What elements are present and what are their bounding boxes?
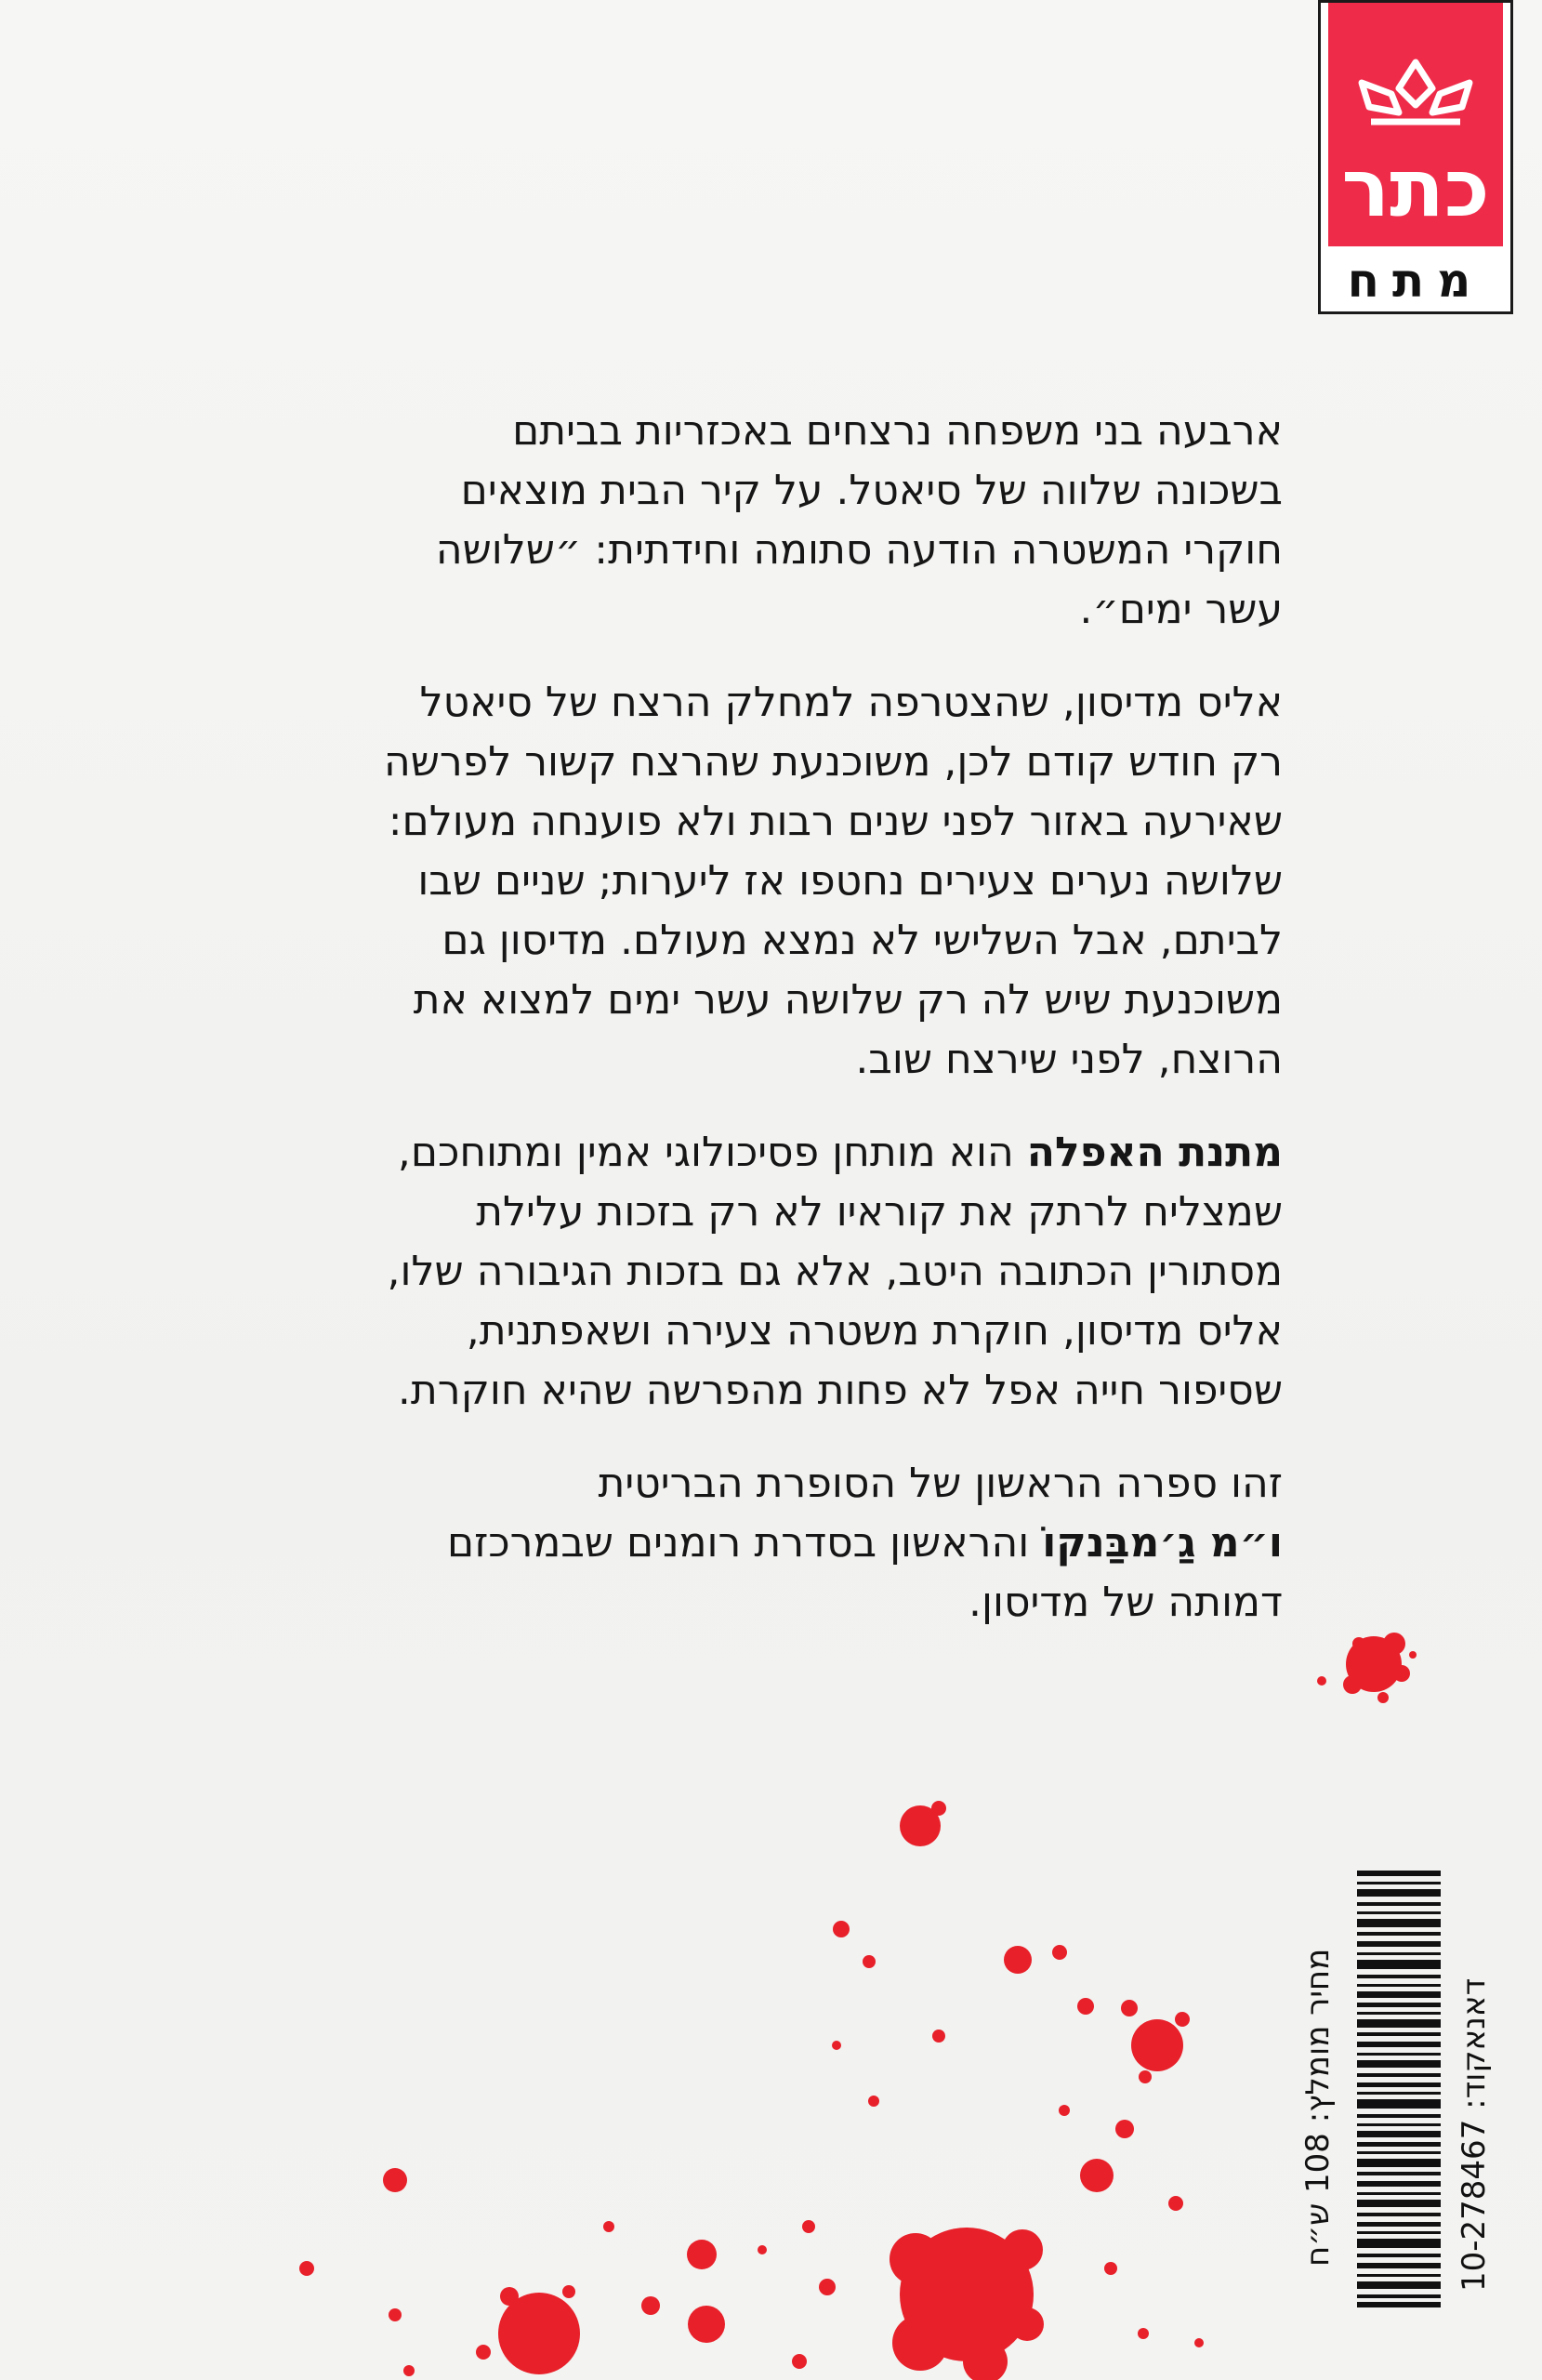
blurb-line: שלושה נערים צעירים נחטפו אז ליערות; שניים שבו xyxy=(417,857,1283,905)
barcode-area xyxy=(1292,1822,1510,2380)
blurb-line-rest: והראשון בסדרת רומנים שבמרכזם xyxy=(446,1519,1043,1567)
book-title: מתנת האפלה xyxy=(1026,1129,1283,1176)
blurb-line: דמותה של מדיסון. xyxy=(969,1579,1283,1626)
blurb-text xyxy=(270,402,1283,1666)
blurb-line: משוכנעת שיש לה רק שלושה עשר ימים למצוא את xyxy=(413,976,1283,1024)
blurb-line: שמצליח לרתק את קוראיו לא רק בזכות עלילת xyxy=(476,1188,1283,1236)
blurb-paragraph-4 xyxy=(270,1454,1283,1633)
blurb-paragraph-3 xyxy=(270,1123,1283,1421)
blurb-line: חוקרי המשטרה הודעה סתומה וחידתית: ״שלושה xyxy=(435,526,1283,574)
blurb-paragraph-2 xyxy=(270,673,1283,1090)
imprint-name: מתח xyxy=(1347,254,1484,308)
blurb-line: בשכונה שלווה של סיאטל. על קיר הבית מוצאים xyxy=(460,467,1283,514)
publisher-name: כתר xyxy=(1341,142,1490,235)
code-label: דאנאקוד: 10-278467 xyxy=(1456,1977,1493,2292)
blurb-line-rest: הוא מותחן פסיכולוגי אמין ומתוחכם, xyxy=(397,1129,1027,1176)
barcode-icon xyxy=(1357,1871,1441,2307)
blurb-paragraph-1 xyxy=(270,402,1283,640)
publisher-logo xyxy=(1318,0,1513,314)
blurb-line: ארבעה בני משפחה נרצחים באכזריות בביתם xyxy=(512,407,1283,455)
blurb-line: אליס מדיסון, חוקרת משטרה צעירה ושאפתנית, xyxy=(466,1307,1283,1355)
blurb-line: זהו ספרה הראשון של הסופרת הבריטית xyxy=(598,1460,1283,1507)
blurb-line: שאירעה באזור לפני שנים רבות ולא פוענחה מעולם: xyxy=(388,798,1283,845)
price-label: מחיר מומלץ: 108 ש״ח xyxy=(1299,1948,1337,2267)
blurb-line xyxy=(270,1514,1283,1573)
blurb-line: עשר ימים״. xyxy=(1079,586,1283,633)
author-name: ו״מ גַ׳מבַּנקוֹ xyxy=(1042,1519,1283,1567)
blurb-line: רק חודש קודם לכן, משוכנעת שהרצח קשור לפרשה xyxy=(383,738,1283,786)
blurb-line: שסיפור חייה אפל לא פחות מהפרשה שהיא חוקרת. xyxy=(397,1367,1283,1414)
crown-icon xyxy=(1343,57,1488,131)
blurb-line: לביתם, אבל השלישי לא נמצא מעולם. מדיסון גם xyxy=(442,917,1283,964)
blurb-line: הרוצח, לפני שירצח שוב. xyxy=(855,1036,1283,1083)
blurb-line: מסתורין הכתובה היטב, אלא גם בזכות הגיבורה שלו, xyxy=(387,1248,1283,1295)
blurb-line: אליס מדיסון, שהצטרפה למחלק הרצח של סיאטל xyxy=(419,679,1283,726)
blurb-line xyxy=(270,1123,1283,1183)
